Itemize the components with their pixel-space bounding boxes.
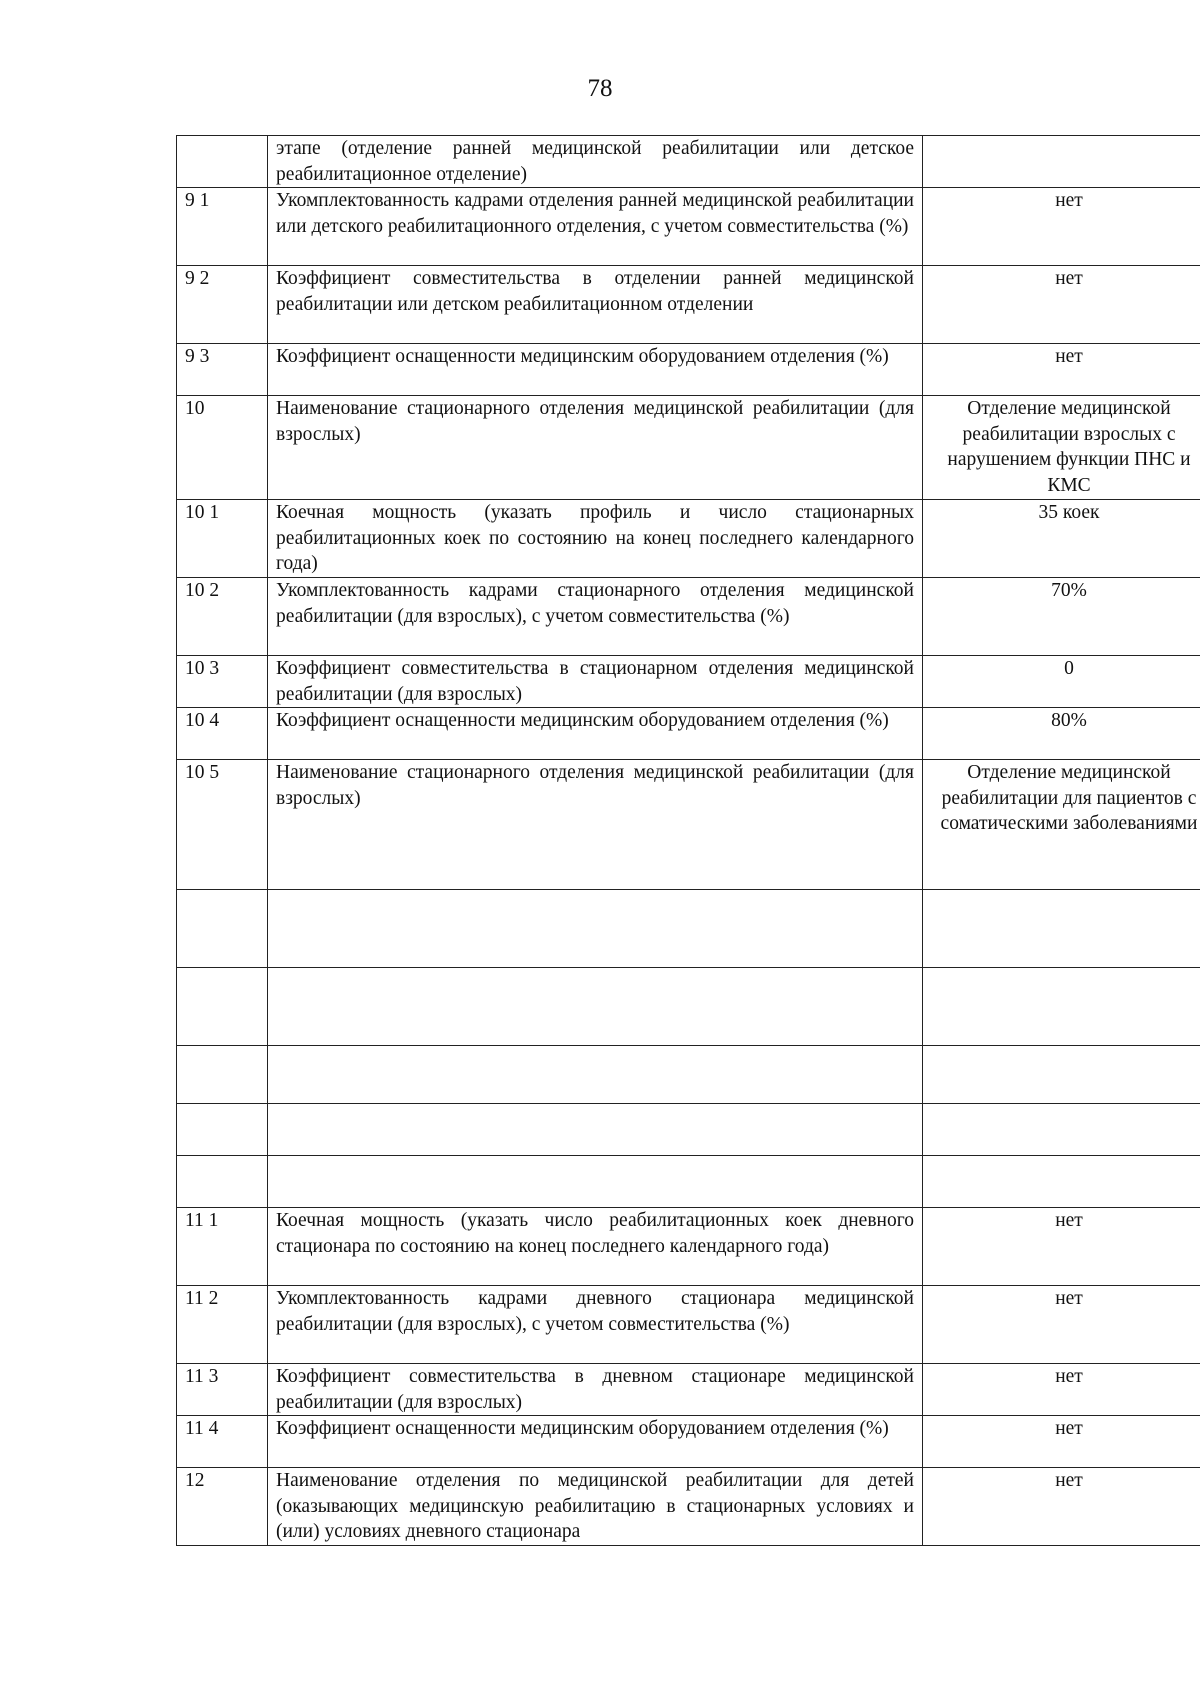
table-row	[177, 760, 1200, 890]
row-number-cell	[177, 188, 268, 266]
row-description-text: Укомплектованность кадрами отделения ранней медицинской реабилитации или детского реабилитационного отделения, с учетом совместительства (%)	[276, 190, 914, 237]
row-value-cell	[923, 760, 1200, 890]
row-number-text: 10 2	[185, 580, 220, 601]
row-description-cell	[268, 266, 923, 344]
row-value-text: 70%	[1051, 580, 1087, 601]
row-number-cell	[177, 136, 268, 188]
row-value-cell	[923, 1046, 1200, 1104]
row-value-cell	[923, 188, 1200, 266]
row-value-text: нет	[1055, 1366, 1083, 1387]
row-description-cell	[268, 1286, 923, 1364]
row-value-text: Отделение медицинской реабилитации для пациентов с соматическими заболеваниями	[940, 762, 1198, 834]
row-value-cell	[923, 1416, 1200, 1468]
table-row	[177, 136, 1200, 188]
row-description-text: Коэффициент оснащенности медицинским оборудованием отделения (%)	[276, 1418, 889, 1439]
row-number-cell	[177, 344, 268, 396]
row-description-text: Наименование стационарного отделения медицинской реабилитации (для взрослых)	[276, 762, 914, 809]
row-description-cell	[268, 500, 923, 578]
row-value-text: 35 коек	[1038, 502, 1100, 523]
row-value-cell	[923, 890, 1200, 968]
row-number-text: 12	[185, 1470, 205, 1491]
row-value-text: нет	[1055, 346, 1083, 367]
row-description-cell	[268, 656, 923, 708]
table-row	[177, 1286, 1200, 1364]
row-description-cell	[268, 1104, 923, 1156]
row-description-cell	[268, 578, 923, 656]
row-number-cell	[177, 760, 268, 890]
row-description-cell	[268, 1468, 923, 1546]
indicators-table	[176, 135, 1200, 1546]
row-number-text: 9 3	[185, 346, 210, 367]
row-description-text: Коэффициент совместительства в стационарном отделения медицинской реабилитации (для взрослых)	[276, 658, 914, 705]
row-description-cell	[268, 968, 923, 1046]
row-number-text: 10 5	[185, 762, 220, 783]
row-description-cell	[268, 760, 923, 890]
row-description-cell	[268, 1416, 923, 1468]
row-value-cell	[923, 1208, 1200, 1286]
row-value-text: Отделение медицинской реабилитации взрослых с нарушением функции ПНС и КМС	[947, 398, 1191, 496]
row-number-cell	[177, 708, 268, 760]
row-number-cell	[177, 396, 268, 500]
table-row	[177, 1364, 1200, 1416]
row-value-cell	[923, 968, 1200, 1046]
row-description-cell	[268, 188, 923, 266]
row-number-cell	[177, 1046, 268, 1104]
row-description-cell	[268, 136, 923, 188]
row-description-cell	[268, 708, 923, 760]
row-value-cell	[923, 136, 1200, 188]
row-value-cell	[923, 266, 1200, 344]
row-description-text: Коэффициент совместительства в дневном стационаре медицинской реабилитации (для взрослых)	[276, 1366, 914, 1413]
table-row	[177, 708, 1200, 760]
row-number-cell	[177, 1286, 268, 1364]
row-number-cell	[177, 1156, 268, 1208]
row-value-text: нет	[1055, 1470, 1083, 1491]
row-description-cell	[268, 1156, 923, 1208]
table-row	[177, 188, 1200, 266]
row-number-text: 10 4	[185, 710, 220, 731]
row-number-cell	[177, 890, 268, 968]
row-number-cell	[177, 578, 268, 656]
table-row	[177, 1468, 1200, 1546]
row-number-cell	[177, 1364, 268, 1416]
row-value-cell	[923, 1104, 1200, 1156]
row-number-cell	[177, 968, 268, 1046]
row-number-text: 10 3	[185, 658, 220, 679]
row-value-cell	[923, 1468, 1200, 1546]
table-row	[177, 1104, 1200, 1156]
row-value-cell	[923, 578, 1200, 656]
table-row	[177, 396, 1200, 500]
row-description-cell	[268, 1208, 923, 1286]
row-description-cell	[268, 1046, 923, 1104]
row-description-text: Наименование стационарного отделения медицинской реабилитации (для взрослых)	[276, 398, 914, 445]
row-value-cell	[923, 396, 1200, 500]
row-value-cell	[923, 1156, 1200, 1208]
row-number-text: 10 1	[185, 502, 220, 523]
row-description-text: Наименование отделения по медицинской реабилитации для детей (оказывающих медицинскую реабилитацию в стационарных условиях и (или) условиях дневного стационара	[276, 1470, 914, 1542]
row-description-text: Коэффициент оснащенности медицинским оборудованием отделения (%)	[276, 346, 889, 367]
row-value-cell	[923, 1286, 1200, 1364]
row-value-text: нет	[1055, 1288, 1083, 1309]
row-value-cell	[923, 500, 1200, 578]
row-number-text: 9 2	[185, 268, 210, 289]
row-value-cell	[923, 1364, 1200, 1416]
row-number-text: 11 4	[185, 1418, 219, 1439]
row-number-cell	[177, 1416, 268, 1468]
table-row	[177, 344, 1200, 396]
row-value-text: нет	[1055, 268, 1083, 289]
row-number-text: 11 3	[185, 1366, 219, 1387]
table-body	[177, 136, 1200, 1546]
row-number-cell	[177, 1104, 268, 1156]
row-value-text: нет	[1055, 1210, 1083, 1231]
page-number: 78	[587, 75, 613, 102]
row-description-text: Коэффициент совместительства в отделении ранней медицинской реабилитации или детском реабилитационном отделении	[276, 268, 914, 315]
table-row	[177, 500, 1200, 578]
row-description-text: Укомплектованность кадрами стационарного отделения медицинской реабилитации (для взрослых), с учетом совместительства (%)	[276, 580, 914, 627]
row-description-cell	[268, 1364, 923, 1416]
row-description-text: Коечная мощность (указать число реабилитационных коек дневного стационара по состоянию на конец последнего календарного года)	[276, 1210, 914, 1257]
row-number-cell	[177, 656, 268, 708]
row-value-cell	[923, 344, 1200, 396]
table-row	[177, 890, 1200, 968]
row-value-cell	[923, 708, 1200, 760]
table-row	[177, 1416, 1200, 1468]
table-row	[177, 266, 1200, 344]
row-description-text: этапе (отделение ранней медицинской реабилитации или детское реабилитационное отделение)	[276, 138, 914, 185]
row-number-cell	[177, 1468, 268, 1546]
row-description-text: Коечная мощность (указать профиль и число стационарных реабилитационных коек по состоянию на конец последнего календарного года)	[276, 502, 914, 574]
row-description-text: Коэффициент оснащенности медицинским оборудованием отделения (%)	[276, 710, 889, 731]
table-row	[177, 1046, 1200, 1104]
table-row	[177, 1208, 1200, 1286]
row-number-text: 11 2	[185, 1288, 219, 1309]
table-row	[177, 578, 1200, 656]
table-row	[177, 1156, 1200, 1208]
row-description-cell	[268, 344, 923, 396]
row-number-text: 9 1	[185, 190, 210, 211]
row-value-text: 80%	[1051, 710, 1087, 731]
row-number-cell	[177, 266, 268, 344]
row-number-text: 10	[185, 398, 205, 419]
row-number-cell	[177, 1208, 268, 1286]
row-description-cell	[268, 890, 923, 968]
row-value-text: нет	[1055, 1418, 1083, 1439]
row-value-text: 0	[1064, 658, 1074, 679]
table-row	[177, 656, 1200, 708]
row-value-text: нет	[1055, 190, 1083, 211]
row-description-cell	[268, 396, 923, 500]
row-number-text: 11 1	[185, 1210, 219, 1231]
row-description-text: Укомплектованность кадрами дневного стационара медицинской реабилитации (для взрослых), с учетом совместительства (%)	[276, 1288, 914, 1335]
row-number-cell	[177, 500, 268, 578]
table-row	[177, 968, 1200, 1046]
row-value-cell	[923, 656, 1200, 708]
